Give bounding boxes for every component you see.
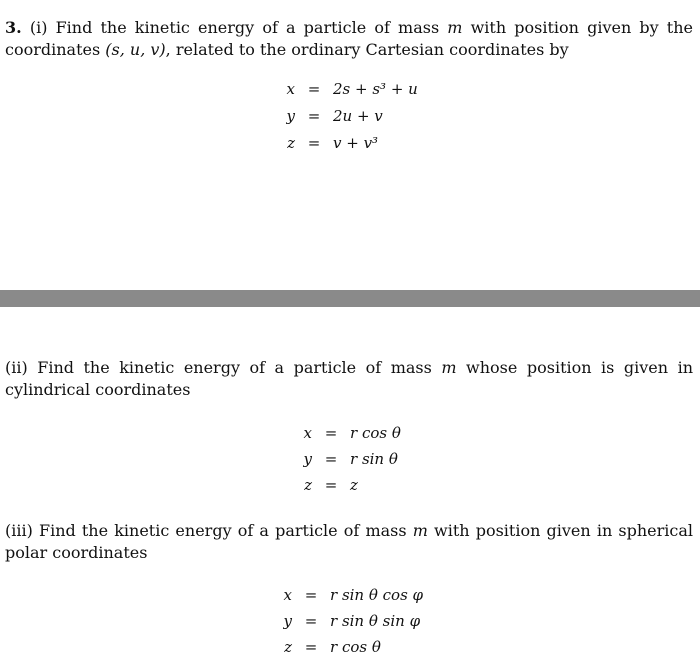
equation-lhs: z [284, 638, 292, 656]
question-number: 3. [5, 18, 22, 37]
equation-lhs: x [283, 586, 292, 604]
question-3-part-i [5, 17, 693, 61]
equation-sign: = [324, 450, 338, 468]
question-3-part-ii [5, 357, 693, 401]
question-3-part-iii [5, 520, 693, 564]
equation-lhs: y [286, 107, 295, 125]
part-i-text-c: , related to the ordinary Cartesian coordinates by [165, 40, 569, 59]
equation-sign: = [324, 476, 338, 494]
page-divider [0, 290, 700, 307]
equation-sign: = [304, 612, 318, 630]
equation-sign: = [307, 107, 321, 125]
part-iii-text-b: with position given in spherical polar coordinates [5, 521, 693, 562]
equation-sign: = [304, 638, 318, 656]
equation-rhs: 2s + s³ + u [333, 80, 418, 98]
equation-sign: = [324, 424, 338, 442]
equation-lhs: z [304, 476, 312, 494]
equation-sign: = [307, 134, 321, 152]
equation-rhs: z [350, 476, 358, 494]
equation-rhs: r sin θ [350, 450, 398, 468]
equation-rhs: r sin θ cos φ [330, 586, 424, 604]
part-ii-text-b: whose position is given in cylindrical coordinates [5, 358, 693, 399]
part-ii-text-a: (ii) Find the kinetic energy of a particle of mass [5, 358, 442, 377]
part-i-text-b: with position given by the coordinates [5, 18, 694, 59]
equation-lhs: z [287, 134, 295, 152]
part-iii-var-m: m [412, 521, 428, 540]
equation-lhs: x [286, 80, 295, 98]
equation-sign: = [307, 80, 321, 98]
part-i-var-m: m [447, 18, 463, 37]
part-i-text-a: (i) Find the kinetic energy of a particle of mass [29, 18, 448, 37]
equation-rhs: r cos θ [350, 424, 401, 442]
equation-rhs: v + v³ [333, 134, 379, 152]
equation-rhs: 2u + v [333, 107, 383, 125]
equation-rhs: r cos θ [330, 638, 381, 656]
equation-rhs: r sin θ sin φ [330, 612, 421, 630]
part-iii-text-a: (iii) Find the kinetic energy of a particle of mass [5, 521, 413, 540]
equation-lhs: y [303, 450, 312, 468]
equation-sign: = [304, 586, 318, 604]
equation-lhs: x [303, 424, 312, 442]
equation-lhs: y [283, 612, 292, 630]
part-ii-var-m: m [441, 358, 457, 377]
part-i-coords: (s, u, v) [105, 40, 166, 59]
